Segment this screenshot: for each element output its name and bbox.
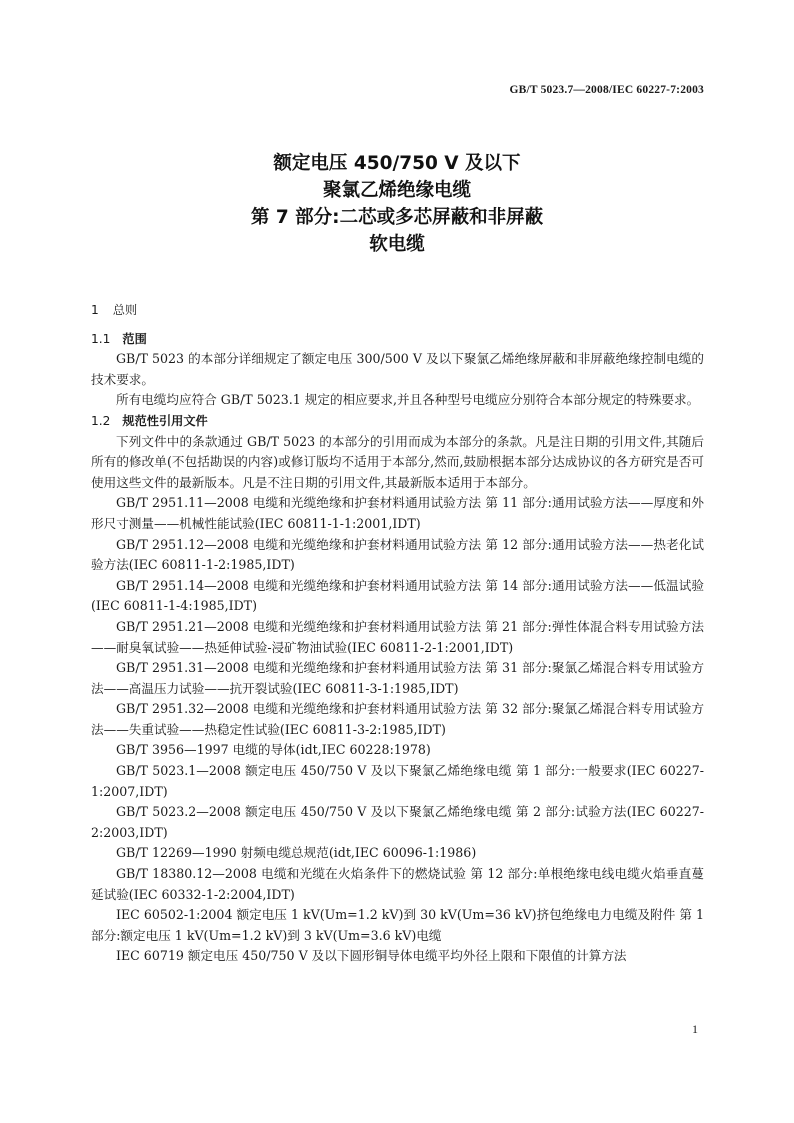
section-number: 1.2 bbox=[91, 413, 111, 428]
section-1-heading bbox=[91, 300, 704, 321]
title-line-2: 聚氯乙烯绝缘电缆 bbox=[322, 180, 471, 201]
title-line-4: 软电缆 bbox=[369, 234, 425, 255]
reference-item: GB/T 12269—1990 射频电缆总规范(idt,IEC 60096-1:1986) bbox=[116, 845, 477, 861]
page-number: 1 bbox=[692, 1022, 698, 1036]
reference-item: GB/T 2951.32—2008 电缆和光缆绝缘和护套材料通用试验方法 第 32 部分:聚氯乙烯混合料专用试验方法——失重试验——热稳定性试验(IEC 60811-3-2:1985,IDT) bbox=[91, 701, 704, 737]
document-body bbox=[91, 300, 704, 967]
reference-item: GB/T 5023.1—2008 额定电压 450/750 V 及以下聚氯乙烯绝缘电缆 第 1 部分:一般要求(IEC 60227-1:2007,IDT) bbox=[91, 763, 704, 799]
paragraph: 所有电缆均应符合 GB/T 5023.1 规定的相应要求,并且各种型号电缆应分别符合本部分规定的特殊要求。 bbox=[116, 392, 700, 408]
section-title: 规范性引用文件 bbox=[122, 413, 208, 428]
paragraph: 下列文件中的条款通过 GB/T 5023 的本部分的引用而成为本部分的条款。凡是注日期的引用文件,其随后所有的修改单(不包括勘误的内容)或修订版均不适用于本部分,然而,鼓励根据本部分达成协议的各方研究是否可使用这些文件的最新版本。凡是不注日期的引用文件,其最新版本适用于本部分。 bbox=[91, 433, 704, 490]
reference-item: GB/T 2951.11—2008 电缆和光缆绝缘和护套材料通用试验方法 第 11 部分:通用试验方法——厚度和外形尺寸测量——机械性能试验(IEC 60811-1-1:2001,IDT) bbox=[91, 495, 704, 531]
section-title: 总则 bbox=[112, 303, 138, 317]
document-title bbox=[0, 150, 794, 258]
reference-item: GB/T 2951.14—2008 电缆和光缆绝缘和护套材料通用试验方法 第 14 部分:通用试验方法——低温试验(IEC 60811-1-4:1985,IDT) bbox=[91, 577, 704, 614]
reference-item: GB/T 2951.31—2008 电缆和光缆绝缘和护套材料通用试验方法 第 31 部分:聚氯乙烯混合料专用试验方法——高温压力试验——抗开裂试验(IEC 60811-3-1:1985,IDT) bbox=[91, 660, 704, 696]
reference-item: GB/T 2951.21—2008 电缆和光缆绝缘和护套材料通用试验方法 第 21 部分:弹性体混合料专用试验方法——耐臭氧试验——热延伸试验-浸矿物油试验(IEC 60811-2-1:2001,IDT) bbox=[91, 618, 704, 655]
section-number: 1 bbox=[91, 303, 99, 317]
title-line-3: 第 7 部分:二芯或多芯屏蔽和非屏蔽 bbox=[250, 207, 544, 228]
reference-item: GB/T 2951.12—2008 电缆和光缆绝缘和护套材料通用试验方法 第 12 部分:通用试验方法——热老化试验方法(IEC 60811-1-2:1985,IDT) bbox=[91, 536, 704, 573]
reference-item: IEC 60502-1:2004 额定电压 1 kV(Um=1.2 kV)到 30 kV(Um=36 kV)挤包绝缘电力电缆及附件 第 1 部分:额定电压 1 kV(Um=1.2 kV)到 3 kV(Um=3.6 kV)电缆 bbox=[91, 907, 704, 943]
reference-item: GB/T 18380.12—2008 电缆和光缆在火焰条件下的燃烧试验 第 12 部分:单根绝缘电线电缆火焰垂直蔓延试验(IEC 60332-1-2:2004,IDT) bbox=[91, 866, 704, 902]
reference-item: GB/T 3956—1997 电缆的导体(idt,IEC 60228:1978) bbox=[116, 742, 431, 758]
section-1-1-heading bbox=[91, 329, 704, 350]
section-number: 1.1 bbox=[91, 331, 111, 346]
section-title: 范围 bbox=[122, 331, 147, 346]
reference-item: IEC 60719 额定电压 450/750 V 及以下圆形铜导体电缆平均外径上限和下限值的计算方法 bbox=[116, 948, 627, 964]
section-1-2-heading bbox=[91, 411, 704, 432]
title-line-1: 额定电压 450/750 V 及以下 bbox=[273, 153, 521, 174]
reference-item: GB/T 5023.2—2008 额定电压 450/750 V 及以下聚氯乙烯绝缘电缆 第 2 部分:试验方法(IEC 60227-2:2003,IDT) bbox=[91, 804, 704, 840]
paragraph: GB/T 5023 的本部分详细规定了额定电压 300/500 V 及以下聚氯乙烯绝缘屏蔽和非屏蔽绝缘控制电缆的技术要求。 bbox=[91, 351, 704, 387]
standard-number-header: GB/T 5023.7—2008/IEC 60227-7:2003 bbox=[509, 84, 704, 96]
